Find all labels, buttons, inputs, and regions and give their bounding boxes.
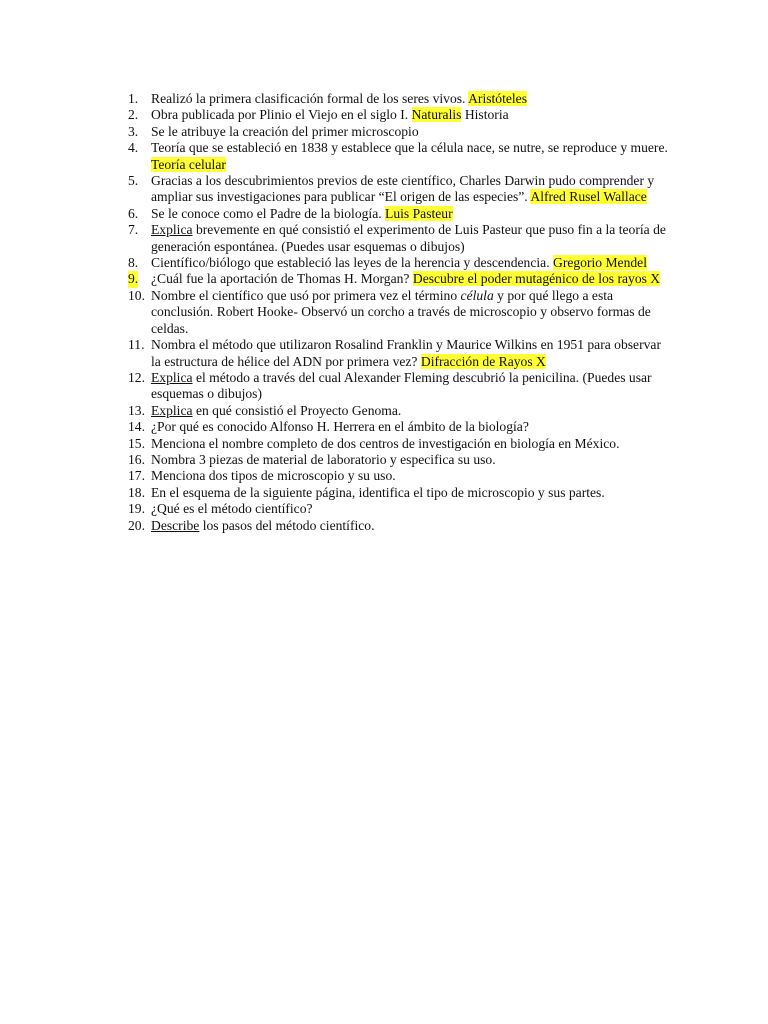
question-text: Nombre el científico que usó por primera vez el término — [151, 287, 458, 303]
item-number: 3. — [128, 123, 139, 139]
list-item — [128, 107, 668, 123]
question-text: Menciona el nombre completo de dos centros de investigación en biología en México. — [151, 435, 620, 451]
question-list — [128, 91, 668, 534]
answer-highlight: Aristóteles — [468, 91, 527, 106]
list-item — [128, 485, 668, 501]
instruction-verb: Explica — [151, 369, 193, 385]
question-text: en qué consistió el Proyecto Genoma. — [195, 402, 402, 418]
list-item — [128, 518, 668, 534]
list-item — [128, 288, 668, 337]
item-number: 14. — [128, 419, 145, 435]
question-text: Obra publicada por Plinio el Viejo en el siglo I. — [151, 107, 409, 123]
list-item — [128, 337, 668, 370]
answer-highlight: Descubre el poder mutagénico de los rayos X — [412, 271, 661, 287]
answer-highlight: Gregorio Mendel — [553, 255, 647, 271]
answer-highlight: Difracción de Rayos X — [420, 353, 546, 369]
list-item — [128, 173, 668, 206]
question-text-tail: y por qué llego a esta conclusión. Robert Hooke- Observó un corcho a través de microscopio y observo formas de celdas. — [151, 287, 651, 336]
item-number: 16. — [128, 451, 145, 467]
item-number: 12. — [128, 369, 145, 385]
list-item — [128, 501, 668, 517]
list-item — [128, 91, 668, 107]
answer-highlight: Alfred Rusel Wallace — [530, 189, 647, 205]
item-number: 10. — [128, 287, 145, 303]
item-number: 11. — [128, 337, 145, 353]
question-text: Gracias a los descubrimientos previos de este científico, Charles Darwin pudo comprender y ampliar sus investigaciones para publicar “El origen de las especies”. — [151, 173, 655, 205]
question-text: Se le conoce como el Padre de la biología. — [151, 205, 382, 221]
list-item — [128, 271, 668, 287]
list-item — [128, 419, 668, 435]
item-number: 17. — [128, 468, 145, 484]
item-number: 4. — [128, 140, 139, 156]
list-item — [128, 468, 668, 484]
question-text: Nombra el método que utilizaron Rosalind Franklin y Maurice Wilkins en 1951 para observar la estructura de hélice del ADN por primera vez? — [151, 337, 661, 369]
instruction-verb: Describe — [151, 517, 200, 533]
question-text: Nombra 3 piezas de material de laboratorio y especifica su uso. — [151, 451, 496, 467]
question-text: Realizó la primera clasificación formal de los seres vivos. — [151, 91, 466, 106]
question-text: brevemente en qué consistió el experimento de Luis Pasteur que puso fin a la teoría de generación espontánea. (Puedes usar esquemas o dibujos) — [151, 222, 666, 254]
instruction-verb: Explica — [151, 222, 193, 238]
question-text-tail: Historia — [464, 107, 509, 123]
item-number: 8. — [128, 255, 139, 271]
item-number: 5. — [128, 173, 139, 189]
item-number: 2. — [128, 107, 139, 123]
item-number: 19. — [128, 501, 145, 517]
item-number: 1. — [128, 91, 139, 106]
list-item — [128, 124, 668, 140]
item-number: 13. — [128, 402, 145, 418]
list-item — [128, 436, 668, 452]
list-item — [128, 222, 668, 255]
item-number: 20. — [128, 517, 145, 533]
answer-highlight: Luis Pasteur — [385, 205, 453, 221]
list-item — [128, 255, 668, 271]
list-item — [128, 370, 668, 403]
item-number: 7. — [128, 222, 139, 238]
item-number: 15. — [128, 435, 145, 451]
item-number: 6. — [128, 205, 139, 221]
item-number: 9. — [128, 271, 139, 287]
item-number: 18. — [128, 484, 145, 500]
question-text: Teoría que se estableció en 1838 y establece que la célula nace, se nutre, se reproduce y muere. — [151, 140, 668, 156]
instruction-verb: Explica — [151, 402, 193, 418]
question-text: ¿Cuál fue la aportación de Thomas H. Morgan? — [151, 271, 410, 287]
answer-highlight: Teoría celular — [151, 156, 226, 172]
list-item — [128, 206, 668, 222]
question-text: los pasos del método científico. — [202, 517, 375, 533]
question-text: ¿Por qué es conocido Alfonso H. Herrera en el ámbito de la biología? — [151, 419, 529, 435]
question-text: Se le atribuye la creación del primer microscopio — [151, 123, 419, 139]
question-text: ¿Qué es el método científico? — [151, 501, 313, 517]
question-text: Científico/biólogo que estableció las leyes de la herencia y descendencia. — [151, 255, 550, 271]
list-item — [128, 403, 668, 419]
question-text: Menciona dos tipos de microscopio y su uso. — [151, 468, 396, 484]
list-item — [128, 452, 668, 468]
list-item — [128, 140, 668, 173]
question-text: el método a través del cual Alexander Fleming descubrió la penicilina. (Puedes usar esquemas o dibujos) — [151, 369, 652, 402]
answer-highlight: Naturalis — [411, 107, 462, 123]
question-text: En el esquema de la siguiente página, identifica el tipo de microscopio y sus partes. — [151, 484, 605, 500]
italic-term: célula — [460, 287, 494, 303]
